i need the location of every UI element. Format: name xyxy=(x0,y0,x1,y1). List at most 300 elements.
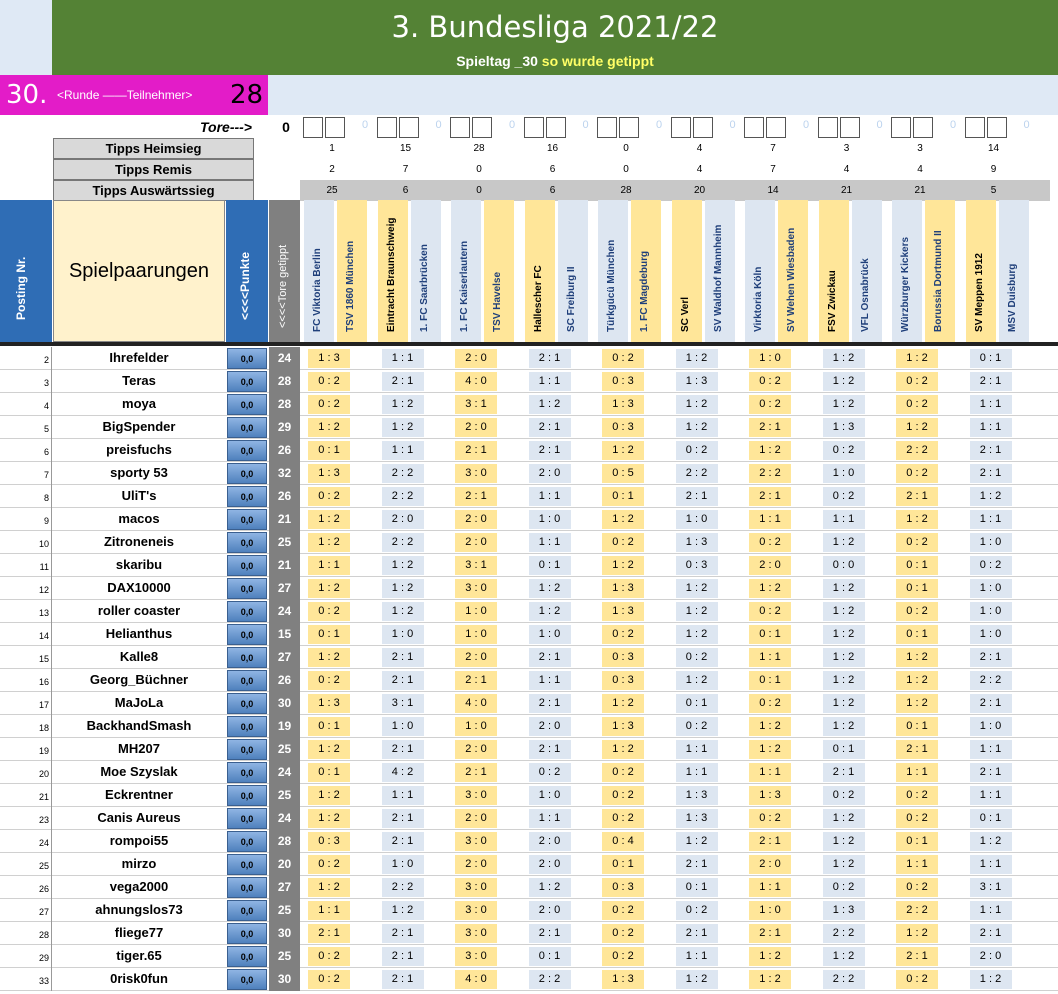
tip-cell: 0 : 1 xyxy=(823,740,865,759)
tipps-remis-value: 2 xyxy=(329,164,335,175)
goals-tipped: 21 xyxy=(269,508,300,531)
round-label: <Runde ——Teilnehmer> xyxy=(57,88,193,102)
tipps-aus-value: 14 xyxy=(767,185,779,196)
tip-cell: 0 : 1 xyxy=(308,763,350,782)
tip-cell: 1 : 2 xyxy=(676,418,718,437)
tipps-remis-value: 7 xyxy=(770,164,776,175)
team-header xyxy=(745,200,775,342)
tip-cell: 0 : 3 xyxy=(602,671,644,690)
tore-home-box[interactable] xyxy=(671,117,691,138)
tip-cell: 1 : 1 xyxy=(676,740,718,759)
participant-name: skaribu xyxy=(115,557,163,572)
points-cell: 0,0 xyxy=(227,601,267,622)
tore-home-box[interactable] xyxy=(891,117,911,138)
team-header xyxy=(337,200,367,342)
posting-nr: 23 xyxy=(0,807,52,830)
tip-cell: 3 : 1 xyxy=(455,395,497,414)
tip-cell: 1 : 2 xyxy=(676,602,718,621)
team-name: Türkgücü München xyxy=(606,239,617,332)
tip-cell: 0 : 2 xyxy=(896,786,938,805)
participant-name: rompoi55 xyxy=(109,833,169,848)
tip-cell: 0 : 1 xyxy=(749,671,791,690)
table-row xyxy=(0,508,1058,531)
goals-tipped: 24 xyxy=(269,807,300,830)
team-name: SV Meppen 1912 xyxy=(973,253,985,332)
tore-label: Tore---> xyxy=(200,119,252,135)
tip-cell: 1 : 2 xyxy=(823,579,865,598)
participant-name: roller coaster xyxy=(97,603,181,618)
goals-tipped: 30 xyxy=(269,968,300,991)
goals-tipped: 30 xyxy=(269,922,300,945)
tip-cell: 1 : 2 xyxy=(308,740,350,759)
tip-cell: 2 : 1 xyxy=(529,694,571,713)
tip-cell: 0 : 2 xyxy=(529,763,571,782)
tip-cell: 1 : 3 xyxy=(676,533,718,552)
posting-nr: 33 xyxy=(0,968,52,991)
tip-cell: 2 : 0 xyxy=(529,717,571,736)
tip-cell: 1 : 2 xyxy=(382,418,424,437)
participant-name: Ihrefelder xyxy=(109,350,169,365)
table-row xyxy=(0,738,1058,761)
tip-cell: 1 : 3 xyxy=(602,970,644,989)
tip-cell: 0 : 2 xyxy=(308,947,350,966)
tore-home-box[interactable] xyxy=(744,117,764,138)
tip-cell: 1 : 2 xyxy=(676,349,718,368)
goals-tipped: 27 xyxy=(269,876,300,899)
tip-cell: 3 : 0 xyxy=(455,464,497,483)
tip-cell: 2 : 2 xyxy=(676,464,718,483)
tip-cell: 2 : 1 xyxy=(970,694,1012,713)
tip-cell: 2 : 0 xyxy=(529,855,571,874)
tip-cell: 1 : 2 xyxy=(382,579,424,598)
goals-tipped: 25 xyxy=(269,899,300,922)
tip-cell: 1 : 0 xyxy=(970,625,1012,644)
tore-away-box[interactable] xyxy=(546,117,566,138)
tip-cell: 1 : 1 xyxy=(529,372,571,391)
goals-tipped: 29 xyxy=(269,416,300,439)
team-name: VFL Osnabrück xyxy=(859,258,871,332)
tip-cell: 2 : 0 xyxy=(529,464,571,483)
tip-cell: 0 : 2 xyxy=(676,648,718,667)
posting-nr: 10 xyxy=(0,531,52,554)
spielpaarungen-header: Spielpaarungen xyxy=(53,200,225,342)
tip-cell: 2 : 2 xyxy=(896,441,938,460)
tip-cell: 1 : 2 xyxy=(970,487,1012,506)
posting-nr: 3 xyxy=(0,370,52,393)
participant-name: Moe Szyslak xyxy=(100,764,178,779)
goals-tipped: 24 xyxy=(269,347,300,370)
tip-cell: 1 : 1 xyxy=(823,510,865,529)
tip-cell: 0 : 2 xyxy=(896,372,938,391)
tipps-heim-value: 28 xyxy=(473,143,485,154)
tore-away-box[interactable] xyxy=(399,117,419,138)
tip-cell: 1 : 2 xyxy=(676,671,718,690)
tore-value: 0 xyxy=(282,119,290,135)
subtitle-spieltag: Spieltag _30 xyxy=(456,53,538,69)
tip-cell: 1 : 0 xyxy=(749,901,791,920)
tore-away-box[interactable] xyxy=(619,117,639,138)
team-header xyxy=(852,200,882,342)
tip-cell: 0 : 2 xyxy=(602,763,644,782)
table-row xyxy=(0,393,1058,416)
tip-cell: 2 : 0 xyxy=(382,510,424,529)
tore-away-box[interactable] xyxy=(766,117,786,138)
posting-nr: 15 xyxy=(0,646,52,669)
participant-name: preisfuchs xyxy=(106,442,172,457)
participant-name: Kalle8 xyxy=(119,649,159,664)
tore-getippt-header: <<<<Tore getippt xyxy=(269,200,300,342)
tipps-heim-value: 3 xyxy=(843,143,850,154)
tipps-heim-value: 14 xyxy=(987,143,1000,154)
tip-cell: 2 : 1 xyxy=(970,924,1012,943)
tip-cell: 0 : 2 xyxy=(749,809,791,828)
tip-cell: 2 : 1 xyxy=(455,763,497,782)
tip-cell: 2 : 1 xyxy=(382,924,424,943)
table-row xyxy=(0,968,1058,991)
tip-cell: 2 : 2 xyxy=(970,671,1012,690)
posting-nr: 4 xyxy=(0,393,52,416)
page-subtitle xyxy=(52,51,1058,71)
tipps-remis-value: 4 xyxy=(696,164,703,175)
tip-cell: 1 : 2 xyxy=(823,855,865,874)
tore-away-box[interactable] xyxy=(693,117,713,138)
participant-name: BigSpender xyxy=(102,419,176,434)
posting-nr-header: Posting Nr. xyxy=(0,200,52,342)
tip-cell: 1 : 2 xyxy=(529,579,571,598)
posting-nr: 29 xyxy=(0,945,52,968)
tip-cell: 4 : 0 xyxy=(455,372,497,391)
tip-cell: 1 : 2 xyxy=(308,786,350,805)
tip-cell: 1 : 2 xyxy=(823,625,865,644)
tip-cell: 1 : 0 xyxy=(970,579,1012,598)
tip-cell: 1 : 1 xyxy=(970,510,1012,529)
tip-cell: 0 : 1 xyxy=(676,694,718,713)
tip-cell: 2 : 1 xyxy=(382,970,424,989)
posting-nr: 9 xyxy=(0,508,52,531)
tip-cell: 1 : 2 xyxy=(970,970,1012,989)
tip-cell: 1 : 2 xyxy=(529,602,571,621)
tip-cell: 2 : 1 xyxy=(896,487,938,506)
goals-tipped: 27 xyxy=(269,646,300,669)
tip-cell: 1 : 1 xyxy=(676,763,718,782)
participant-name: Georg_Büchner xyxy=(89,672,189,687)
table-row xyxy=(0,347,1058,370)
goals-tipped: 25 xyxy=(269,531,300,554)
tip-cell: 2 : 0 xyxy=(455,809,497,828)
tip-cell: 0 : 5 xyxy=(602,464,644,483)
tip-cell: 0 : 2 xyxy=(970,556,1012,575)
tip-cell: 1 : 2 xyxy=(896,671,938,690)
goals-tipped: 27 xyxy=(269,577,300,600)
table-row xyxy=(0,416,1058,439)
tip-cell: 0 : 2 xyxy=(749,395,791,414)
tipps-aus-value: 5 xyxy=(990,185,997,196)
punkte-header: <<<<Punkte xyxy=(226,200,268,342)
tipps-heim-value: 16 xyxy=(546,143,559,154)
posting-nr: 13 xyxy=(0,600,52,623)
tip-cell: 1 : 1 xyxy=(529,487,571,506)
tip-cell: 2 : 2 xyxy=(749,464,791,483)
tip-cell: 2 : 0 xyxy=(749,855,791,874)
tip-cell: 2 : 1 xyxy=(896,947,938,966)
table-row xyxy=(0,692,1058,715)
tip-cell: 0 : 2 xyxy=(602,947,644,966)
tip-cell: 1 : 3 xyxy=(308,349,350,368)
tip-cell: 1 : 2 xyxy=(529,395,571,414)
tipps-remis-value: 9 xyxy=(990,164,997,175)
participant-name: Zitroneneis xyxy=(103,534,175,549)
tip-cell: 1 : 2 xyxy=(823,832,865,851)
tip-cell: 1 : 2 xyxy=(308,418,350,437)
participant-name: macos xyxy=(118,511,160,526)
tip-cell: 2 : 1 xyxy=(970,763,1012,782)
tip-cell: 0 : 1 xyxy=(529,556,571,575)
tip-cell: 0 : 2 xyxy=(308,487,350,506)
tore-home-box[interactable] xyxy=(965,117,985,138)
team-header xyxy=(778,200,808,342)
tip-cell: 1 : 1 xyxy=(970,901,1012,920)
tip-cell: 0 : 2 xyxy=(602,924,644,943)
tip-cell: 1 : 1 xyxy=(529,533,571,552)
subtitle-getippt: so wurde getippt xyxy=(541,53,654,69)
tip-cell: 0 : 3 xyxy=(602,648,644,667)
team-name: 1. FC Kaiserlautern xyxy=(459,240,470,332)
tore-away-box[interactable] xyxy=(840,117,860,138)
tip-cell: 2 : 2 xyxy=(382,464,424,483)
tip-cell: 3 : 0 xyxy=(455,878,497,897)
participant-name: DAX10000 xyxy=(107,580,171,595)
tipps-remis-value: 4 xyxy=(843,164,850,175)
tip-cell: 1 : 3 xyxy=(749,786,791,805)
tip-cell: 1 : 0 xyxy=(455,717,497,736)
tip-cell: 0 : 2 xyxy=(676,441,718,460)
tip-cell: 1 : 1 xyxy=(970,786,1012,805)
tip-cell: 1 : 2 xyxy=(382,395,424,414)
tip-cell: 1 : 0 xyxy=(382,717,424,736)
team-header xyxy=(451,200,481,342)
tip-cell: 2 : 1 xyxy=(529,740,571,759)
tip-cell: 2 : 1 xyxy=(529,418,571,437)
participant-name: ahnungslos73 xyxy=(95,902,183,917)
goals-tipped: 15 xyxy=(269,623,300,646)
tore-cell-value: 0 xyxy=(876,119,883,131)
tipps-heim-value: 7 xyxy=(770,143,776,154)
tip-cell: 2 : 0 xyxy=(970,947,1012,966)
tip-cell: 2 : 2 xyxy=(823,924,865,943)
table-row xyxy=(0,623,1058,646)
tip-cell: 0 : 2 xyxy=(896,809,938,828)
tipps-heim-value: 4 xyxy=(696,143,703,154)
tip-cell: 2 : 0 xyxy=(455,533,497,552)
team-name: MSV Duisburg xyxy=(1006,263,1018,332)
points-cell: 0,0 xyxy=(227,509,267,530)
tip-cell: 1 : 0 xyxy=(970,602,1012,621)
tore-cell-value: 0 xyxy=(950,119,957,131)
tip-cell: 1 : 3 xyxy=(602,602,644,621)
tip-cell: 0 : 2 xyxy=(676,717,718,736)
tip-cell: 1 : 1 xyxy=(970,395,1012,414)
tip-cell: 1 : 2 xyxy=(382,901,424,920)
tip-cell: 2 : 0 xyxy=(455,855,497,874)
tip-cell: 0 : 1 xyxy=(896,717,938,736)
goals-tipped: 25 xyxy=(269,738,300,761)
tip-cell: 2 : 1 xyxy=(896,740,938,759)
tip-cell: 1 : 2 xyxy=(823,947,865,966)
posting-nr: 11 xyxy=(0,554,52,577)
tip-cell: 1 : 2 xyxy=(602,510,644,529)
tip-cell: 1 : 2 xyxy=(602,694,644,713)
team-name: TSV Havelse xyxy=(492,271,503,332)
table-row xyxy=(0,830,1058,853)
tip-cell: 1 : 1 xyxy=(970,855,1012,874)
points-cell: 0,0 xyxy=(227,946,267,967)
tip-cell: 1 : 0 xyxy=(749,349,791,368)
tip-cell: 2 : 1 xyxy=(455,671,497,690)
tore-away-box[interactable] xyxy=(987,117,1007,138)
tip-cell: 2 : 0 xyxy=(529,901,571,920)
tip-cell: 2 : 1 xyxy=(676,924,718,943)
tip-cell: 1 : 2 xyxy=(676,832,718,851)
points-cell: 0,0 xyxy=(227,808,267,829)
tip-cell: 0 : 3 xyxy=(308,832,350,851)
tore-away-box[interactable] xyxy=(913,117,933,138)
points-cell: 0,0 xyxy=(227,670,267,691)
tip-cell: 0 : 2 xyxy=(823,878,865,897)
tip-cell: 1 : 2 xyxy=(896,418,938,437)
table-row xyxy=(0,485,1058,508)
tip-cell: 0 : 3 xyxy=(602,372,644,391)
points-cell: 0,0 xyxy=(227,417,267,438)
team-name: Eintracht Braunschweig xyxy=(385,217,397,332)
tip-cell: 3 : 0 xyxy=(455,579,497,598)
tip-cell: 2 : 1 xyxy=(749,418,791,437)
participant-name: 0risk0fun xyxy=(110,971,168,986)
points-cell: 0,0 xyxy=(227,463,267,484)
tip-cell: 2 : 1 xyxy=(970,464,1012,483)
table-row xyxy=(0,807,1058,830)
posting-nr: 20 xyxy=(0,761,52,784)
tip-cell: 0 : 1 xyxy=(749,625,791,644)
points-cell: 0,0 xyxy=(227,900,267,921)
tip-cell: 2 : 1 xyxy=(455,441,497,460)
points-cell: 0,0 xyxy=(227,578,267,599)
team-header xyxy=(631,200,661,342)
tip-cell: 2 : 2 xyxy=(382,487,424,506)
tip-cell: 1 : 2 xyxy=(308,809,350,828)
points-cell: 0,0 xyxy=(227,693,267,714)
tip-cell: 1 : 3 xyxy=(823,418,865,437)
tip-cell: 2 : 1 xyxy=(382,809,424,828)
tip-cell: 0 : 2 xyxy=(308,671,350,690)
tip-cell: 0 : 2 xyxy=(823,786,865,805)
title-banner xyxy=(52,0,1058,75)
points-cell: 0,0 xyxy=(227,555,267,576)
participant-name: vega2000 xyxy=(109,879,169,894)
team-header xyxy=(819,200,849,342)
table-row xyxy=(0,715,1058,738)
tipps-auswaertssieg-label: Tipps Auswärtssieg xyxy=(53,180,254,201)
table-row xyxy=(0,370,1058,393)
team-name: Virktoria Köln xyxy=(753,266,764,332)
posting-nr: 17 xyxy=(0,692,52,715)
table-row xyxy=(0,577,1058,600)
goals-tipped: 20 xyxy=(269,853,300,876)
tip-cell: 2 : 2 xyxy=(382,878,424,897)
tip-cell: 1 : 2 xyxy=(823,671,865,690)
tip-cell: 1 : 2 xyxy=(970,832,1012,851)
tip-cell: 1 : 0 xyxy=(970,717,1012,736)
points-cell: 0,0 xyxy=(227,371,267,392)
tip-cell: 1 : 2 xyxy=(382,556,424,575)
tip-cell: 2 : 1 xyxy=(382,832,424,851)
posting-nr: 26 xyxy=(0,876,52,899)
tore-away-box[interactable] xyxy=(472,117,492,138)
tip-cell: 3 : 0 xyxy=(455,832,497,851)
tip-cell: 0 : 2 xyxy=(896,878,938,897)
tip-cell: 0 : 2 xyxy=(308,855,350,874)
tip-cell: 3 : 1 xyxy=(455,556,497,575)
tip-cell: 1 : 2 xyxy=(896,349,938,368)
points-cell: 0,0 xyxy=(227,969,267,990)
tip-cell: 1 : 3 xyxy=(676,809,718,828)
participant-name: tiger.65 xyxy=(116,948,162,963)
team-name: 1. FC Saarbrücken xyxy=(418,244,430,332)
tip-cell: 2 : 1 xyxy=(529,349,571,368)
goals-tipped: 26 xyxy=(269,669,300,692)
tip-cell: 4 : 0 xyxy=(455,970,497,989)
tip-cell: 2 : 2 xyxy=(382,533,424,552)
tore-home-box[interactable] xyxy=(818,117,838,138)
tip-cell: 2 : 1 xyxy=(529,924,571,943)
tip-cell: 1 : 2 xyxy=(896,924,938,943)
tip-cell: 1 : 0 xyxy=(529,510,571,529)
tore-cell-value: 0 xyxy=(582,119,589,131)
tip-cell: 1 : 3 xyxy=(823,901,865,920)
tip-cell: 0 : 2 xyxy=(896,602,938,621)
tore-cell-value: 0 xyxy=(1023,119,1030,131)
tip-cell: 1 : 2 xyxy=(896,694,938,713)
points-cell: 0,0 xyxy=(227,394,267,415)
tip-cell: 1 : 2 xyxy=(749,579,791,598)
tore-home-box[interactable] xyxy=(303,117,323,138)
tip-cell: 1 : 1 xyxy=(382,349,424,368)
team-name: Borussia Dortmund II xyxy=(933,230,944,332)
tip-cell: 1 : 2 xyxy=(823,717,865,736)
tip-cell: 1 : 1 xyxy=(749,510,791,529)
tip-cell: 0 : 2 xyxy=(749,602,791,621)
tip-cell: 0 : 1 xyxy=(896,832,938,851)
tip-cell: 2 : 0 xyxy=(455,349,497,368)
tip-cell: 0 : 2 xyxy=(823,487,865,506)
tore-home-box[interactable] xyxy=(450,117,470,138)
tore-away-box[interactable] xyxy=(325,117,345,138)
tipps-heimsieg-label: Tipps Heimsieg xyxy=(53,138,254,159)
tore-home-box[interactable] xyxy=(597,117,617,138)
tore-home-box[interactable] xyxy=(524,117,544,138)
goals-tipped: 24 xyxy=(269,761,300,784)
tore-home-box[interactable] xyxy=(377,117,397,138)
goals-tipped: 32 xyxy=(269,462,300,485)
tip-cell: 1 : 2 xyxy=(382,602,424,621)
tip-cell: 2 : 1 xyxy=(970,441,1012,460)
tip-cell: 0 : 3 xyxy=(676,556,718,575)
table-row xyxy=(0,462,1058,485)
participant-name: MH207 xyxy=(118,741,160,756)
participant-name: Eckrentner xyxy=(105,787,173,802)
tip-cell: 1 : 2 xyxy=(896,648,938,667)
tipps-aus-value: 0 xyxy=(476,185,482,196)
team-name: Hallescher FC xyxy=(532,265,544,332)
